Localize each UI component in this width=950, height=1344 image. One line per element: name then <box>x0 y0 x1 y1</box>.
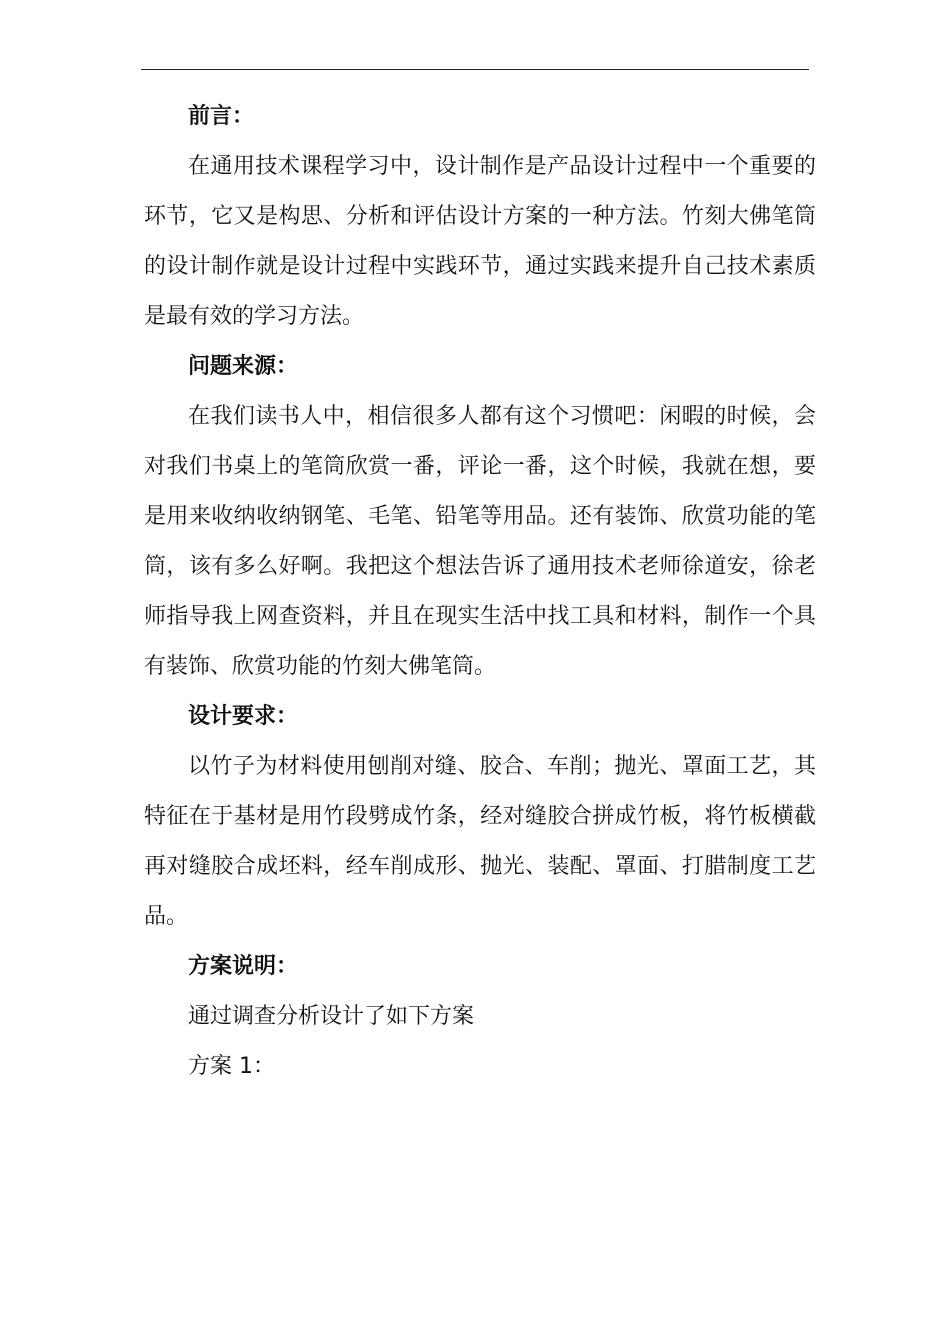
design-requirements-heading: 设计要求： <box>188 704 299 729</box>
header-rule <box>141 69 809 70</box>
document-body <box>144 92 816 1092</box>
problem-source-heading: 问题来源： <box>188 354 299 379</box>
design-requirements-paragraph: 以竹子为材料使用刨削对缝、胶合、车削；抛光、罩面工艺，其特征在于基材是用竹段劈成竹条，经对缝胶合拼成竹板，将竹板横截再对缝胶合成坯料，经车削成形、抛光、装配、罩面、打腊制度工艺品。 <box>144 754 816 929</box>
preface-paragraph: 在通用技术课程学习中，设计制作是产品设计过程中一个重要的环节，它又是构思、分析和评估设计方案的一种方法。竹刻大佛笔筒的设计制作就是设计过程中实践环节，通过实践来提升自己技术素质是最有效的学习方法。 <box>144 154 816 329</box>
problem-source-paragraph: 在我们读书人中，相信很多人都有这个习惯吧：闲暇的时候，会对我们书桌上的笔筒欣赏一番，评论一番，这个时候，我就在想，要是用来收纳收纳钢笔、毛笔、铅笔等用品。还有装饰、欣赏功能的笔筒，该有多么好啊。我把这个想法告诉了通用技术老师徐道安，徐老师指导我上网查资料，并且在现实生活中找工具和材料，制作一个具有装饰、欣赏功能的竹刻大佛笔筒。 <box>144 404 816 679</box>
plan-intro-text: 通过调查分析设计了如下方案 <box>188 1004 475 1029</box>
plan-1-label: 方案 1： <box>188 1054 275 1079</box>
preface-heading: 前言： <box>188 104 255 129</box>
plan-description-heading: 方案说明： <box>188 954 299 979</box>
